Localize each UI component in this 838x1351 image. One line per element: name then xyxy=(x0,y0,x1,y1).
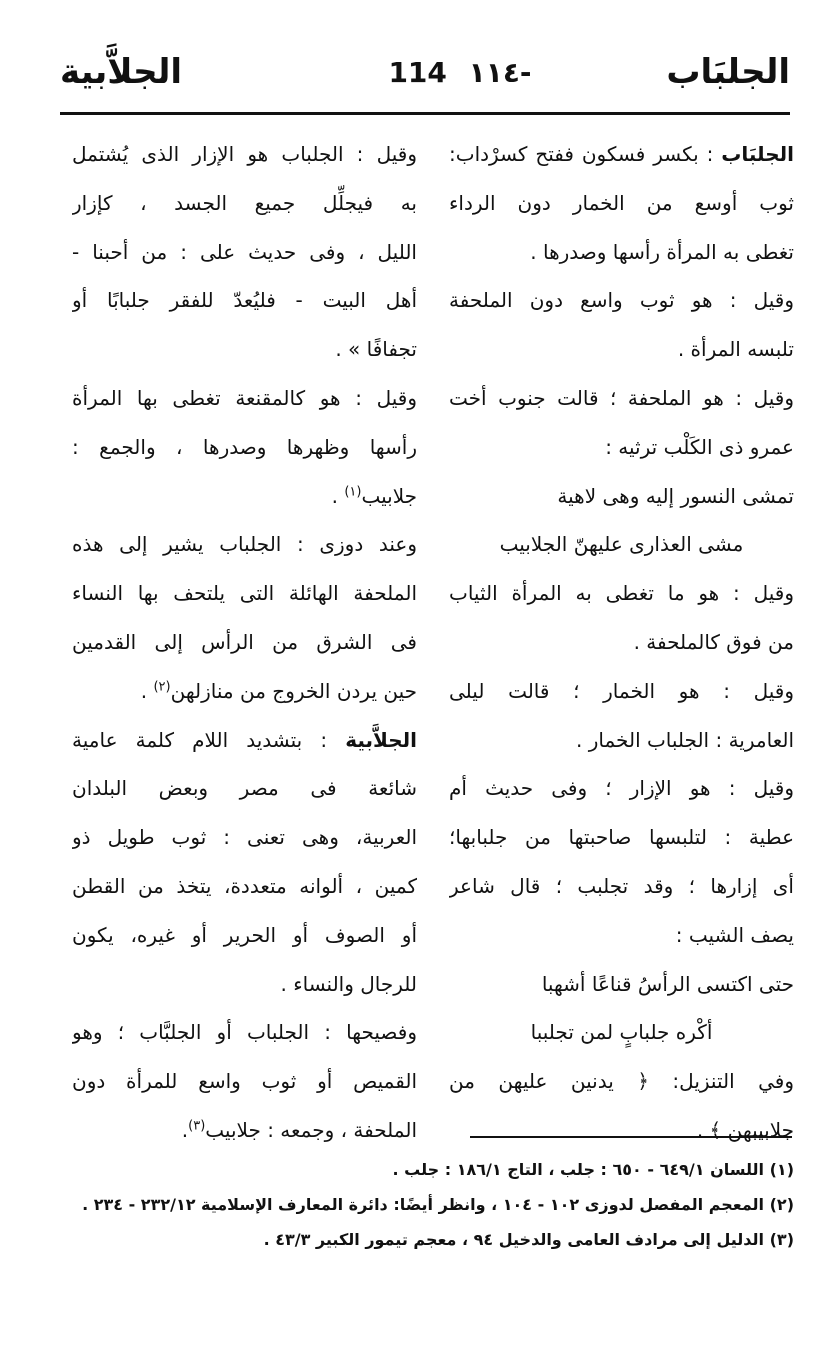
line-text: للرجال والنساء . xyxy=(280,971,417,996)
line-text: وقيل : هو ما تغطى به المرأة الثياب xyxy=(449,581,794,606)
text-line xyxy=(449,764,794,813)
line-text: تغطى به المرأة رأسها وصدرها . xyxy=(530,239,794,264)
text-line xyxy=(72,667,417,716)
text-line xyxy=(72,716,417,765)
header-entry-left: الجلاَّبية xyxy=(60,52,183,92)
text-line xyxy=(72,325,417,374)
footnote: (٢) المعجم المفصل لدوزى ١٠٢ - ١٠٤ ، وانظر أيضًا: دائرة المعارف الإسلامية ٢٣٢/١٢ - ٢٣٤ . xyxy=(82,1195,794,1214)
line-tail: . xyxy=(331,483,345,508)
page-number-latin: 114 xyxy=(388,56,447,89)
text-line xyxy=(72,1008,417,1057)
text-line xyxy=(72,130,417,179)
text-line xyxy=(449,1057,794,1106)
text-line xyxy=(449,325,794,374)
entry-headword: الجلبَاب xyxy=(721,142,794,166)
text-line xyxy=(72,276,417,325)
page-header xyxy=(60,52,790,102)
line-text: : بكسر فسكون ففتح كسرْداب: xyxy=(449,142,722,166)
text-line xyxy=(72,423,417,472)
text-line xyxy=(72,228,417,277)
text-line xyxy=(72,764,417,813)
text-line xyxy=(449,423,794,472)
line-text: وقيل : الجلباب هو الإزار الذى يُشتمل xyxy=(72,142,417,166)
line-text: كمين ، ألوانه متعددة، يتخذ من القطن xyxy=(72,873,417,898)
line-text: الليل ، وفى حديث على : من أحبنا - xyxy=(72,239,417,264)
entry-headword: الجلاَّبية xyxy=(345,727,417,752)
text-line xyxy=(72,911,417,960)
line-text: أكْره جلبابٍ لمن تجلببا xyxy=(530,1020,713,1045)
line-text: أى إزارها ؛ وقد تجلبب ؛ قال شاعر xyxy=(449,873,794,898)
text-line xyxy=(449,374,794,423)
text-line xyxy=(72,569,417,618)
line-text: يصف الشيب : xyxy=(675,922,794,947)
line-text: عطية : لتلبسها صاحبتها من جلبابها؛ xyxy=(449,825,794,850)
line-text: حين يردن الخروج من منازلهن xyxy=(170,678,417,703)
line-text: الملحفة الهائلة التى يلتحف بها النساء xyxy=(72,581,417,606)
header-entry-right: الجلبَاب xyxy=(666,52,790,92)
text-line xyxy=(449,569,794,618)
line-text: وقيل : هو الخمار ؛ قالت ليلى xyxy=(449,678,794,703)
footnotes xyxy=(34,1152,794,1257)
text-line xyxy=(449,716,794,765)
page-number xyxy=(360,56,560,89)
text-line xyxy=(449,1106,794,1155)
footnote: (٣) الدليل إلى مرادف العامى والدخيل ٩٤ ، معجم تيمور الكبير ٤٣/٣ . xyxy=(263,1230,794,1249)
footnote-marker: (٢) xyxy=(153,679,171,695)
line-tail: . xyxy=(181,1117,189,1142)
text-line xyxy=(72,472,417,521)
footnote-divider xyxy=(470,1136,792,1138)
left-column xyxy=(72,130,417,1155)
text-line xyxy=(449,618,794,667)
footnote-marker: (٣) xyxy=(188,1118,206,1134)
line-text: وفصيحها : الجلباب أو الجلبَّاب ؛ وهو xyxy=(72,1020,417,1045)
line-text: رأسها وظهرها وصدرها ، والجمع : xyxy=(72,434,417,459)
line-text: : بتشديد اللام كلمة عامية xyxy=(72,727,346,752)
text-line xyxy=(449,813,794,862)
right-column xyxy=(449,130,794,1155)
text-line xyxy=(449,862,794,911)
line-text: عمرو ذى الكَلْب ترثيه : xyxy=(605,434,794,459)
text-line xyxy=(72,374,417,423)
line-text: العربية، وهى تعنى : ثوب طويل ذو xyxy=(72,825,417,850)
line-text: وقيل : هو ثوب واسع دون الملحفة xyxy=(449,288,794,313)
line-text: حتى اكتسى الرأسُ قناعًا أشهبا xyxy=(541,971,794,996)
line-text: أو الصوف أو الحرير أو غيره، يكون xyxy=(72,922,417,947)
line-text: وقيل : هو الإزار ؛ وفى حديث أم xyxy=(449,776,794,801)
line-text: تجفافًا » . xyxy=(335,337,417,362)
text-line xyxy=(449,130,794,179)
line-text: وقيل : هو الملحفة ؛ قالت جنوب أخت xyxy=(449,385,794,410)
text-line xyxy=(72,179,417,228)
line-text: من فوق كالملحفة . xyxy=(633,629,794,654)
text-line xyxy=(449,179,794,228)
line-text: وفي التنزيل: ﴿ يدنين عليهن من xyxy=(449,1069,794,1094)
text-line xyxy=(449,1008,794,1057)
line-text: وقيل : هو كالمقنعة تغطى بها المرأة xyxy=(72,385,417,410)
text-line xyxy=(72,960,417,1009)
line-text: الملحفة ، وجمعه : جلابيب xyxy=(205,1117,417,1142)
text-line xyxy=(72,1057,417,1106)
text-line xyxy=(449,960,794,1009)
line-text: تلبسه المرأة . xyxy=(677,337,794,362)
line-tail: . xyxy=(140,678,154,703)
line-text: فى الشرق من الرأس إلى القدمين xyxy=(72,629,417,654)
text-line xyxy=(72,618,417,667)
text-line xyxy=(72,520,417,569)
line-text: به فيجلِّل جميع الجسد ، كإزار xyxy=(72,190,417,215)
footnote: (١) اللسان ٦٤٩/١ - ٦٥٠ : جلب ، التاج ١٨٦/١ : جلب . xyxy=(392,1160,794,1179)
line-text: شائعة فى مصر وبعض البلدان xyxy=(72,776,417,801)
text-line xyxy=(72,1106,417,1155)
text-line xyxy=(449,911,794,960)
text-line xyxy=(449,472,794,521)
header-divider xyxy=(60,112,790,115)
footnote-marker: (١) xyxy=(344,483,362,499)
line-text: مشى العذارى عليهنّ الجلابيب xyxy=(499,532,744,557)
page-number-arabic: ١١٤- xyxy=(468,56,532,89)
text-line xyxy=(449,520,794,569)
line-text: جلابيبهن ﴾ . xyxy=(696,1117,794,1142)
text-line xyxy=(72,813,417,862)
text-line xyxy=(449,228,794,277)
line-text: وعند دوزى : الجلباب يشير إلى هذه xyxy=(72,532,417,557)
line-text: تمشى النسور إليه وهى لاهية xyxy=(557,483,794,508)
line-text: أهل البيت - فليُعدّ للفقر جلبابًا أو xyxy=(72,288,417,313)
line-text: جلابيب xyxy=(361,483,417,508)
text-line xyxy=(449,667,794,716)
text-line xyxy=(72,862,417,911)
line-text: العامرية : الجلباب الخمار . xyxy=(576,727,794,752)
line-text: القميص أو ثوب واسع للمرأة دون xyxy=(72,1069,417,1094)
line-text: ثوب أوسع من الخمار دون الرداء xyxy=(449,190,794,215)
text-line xyxy=(449,276,794,325)
